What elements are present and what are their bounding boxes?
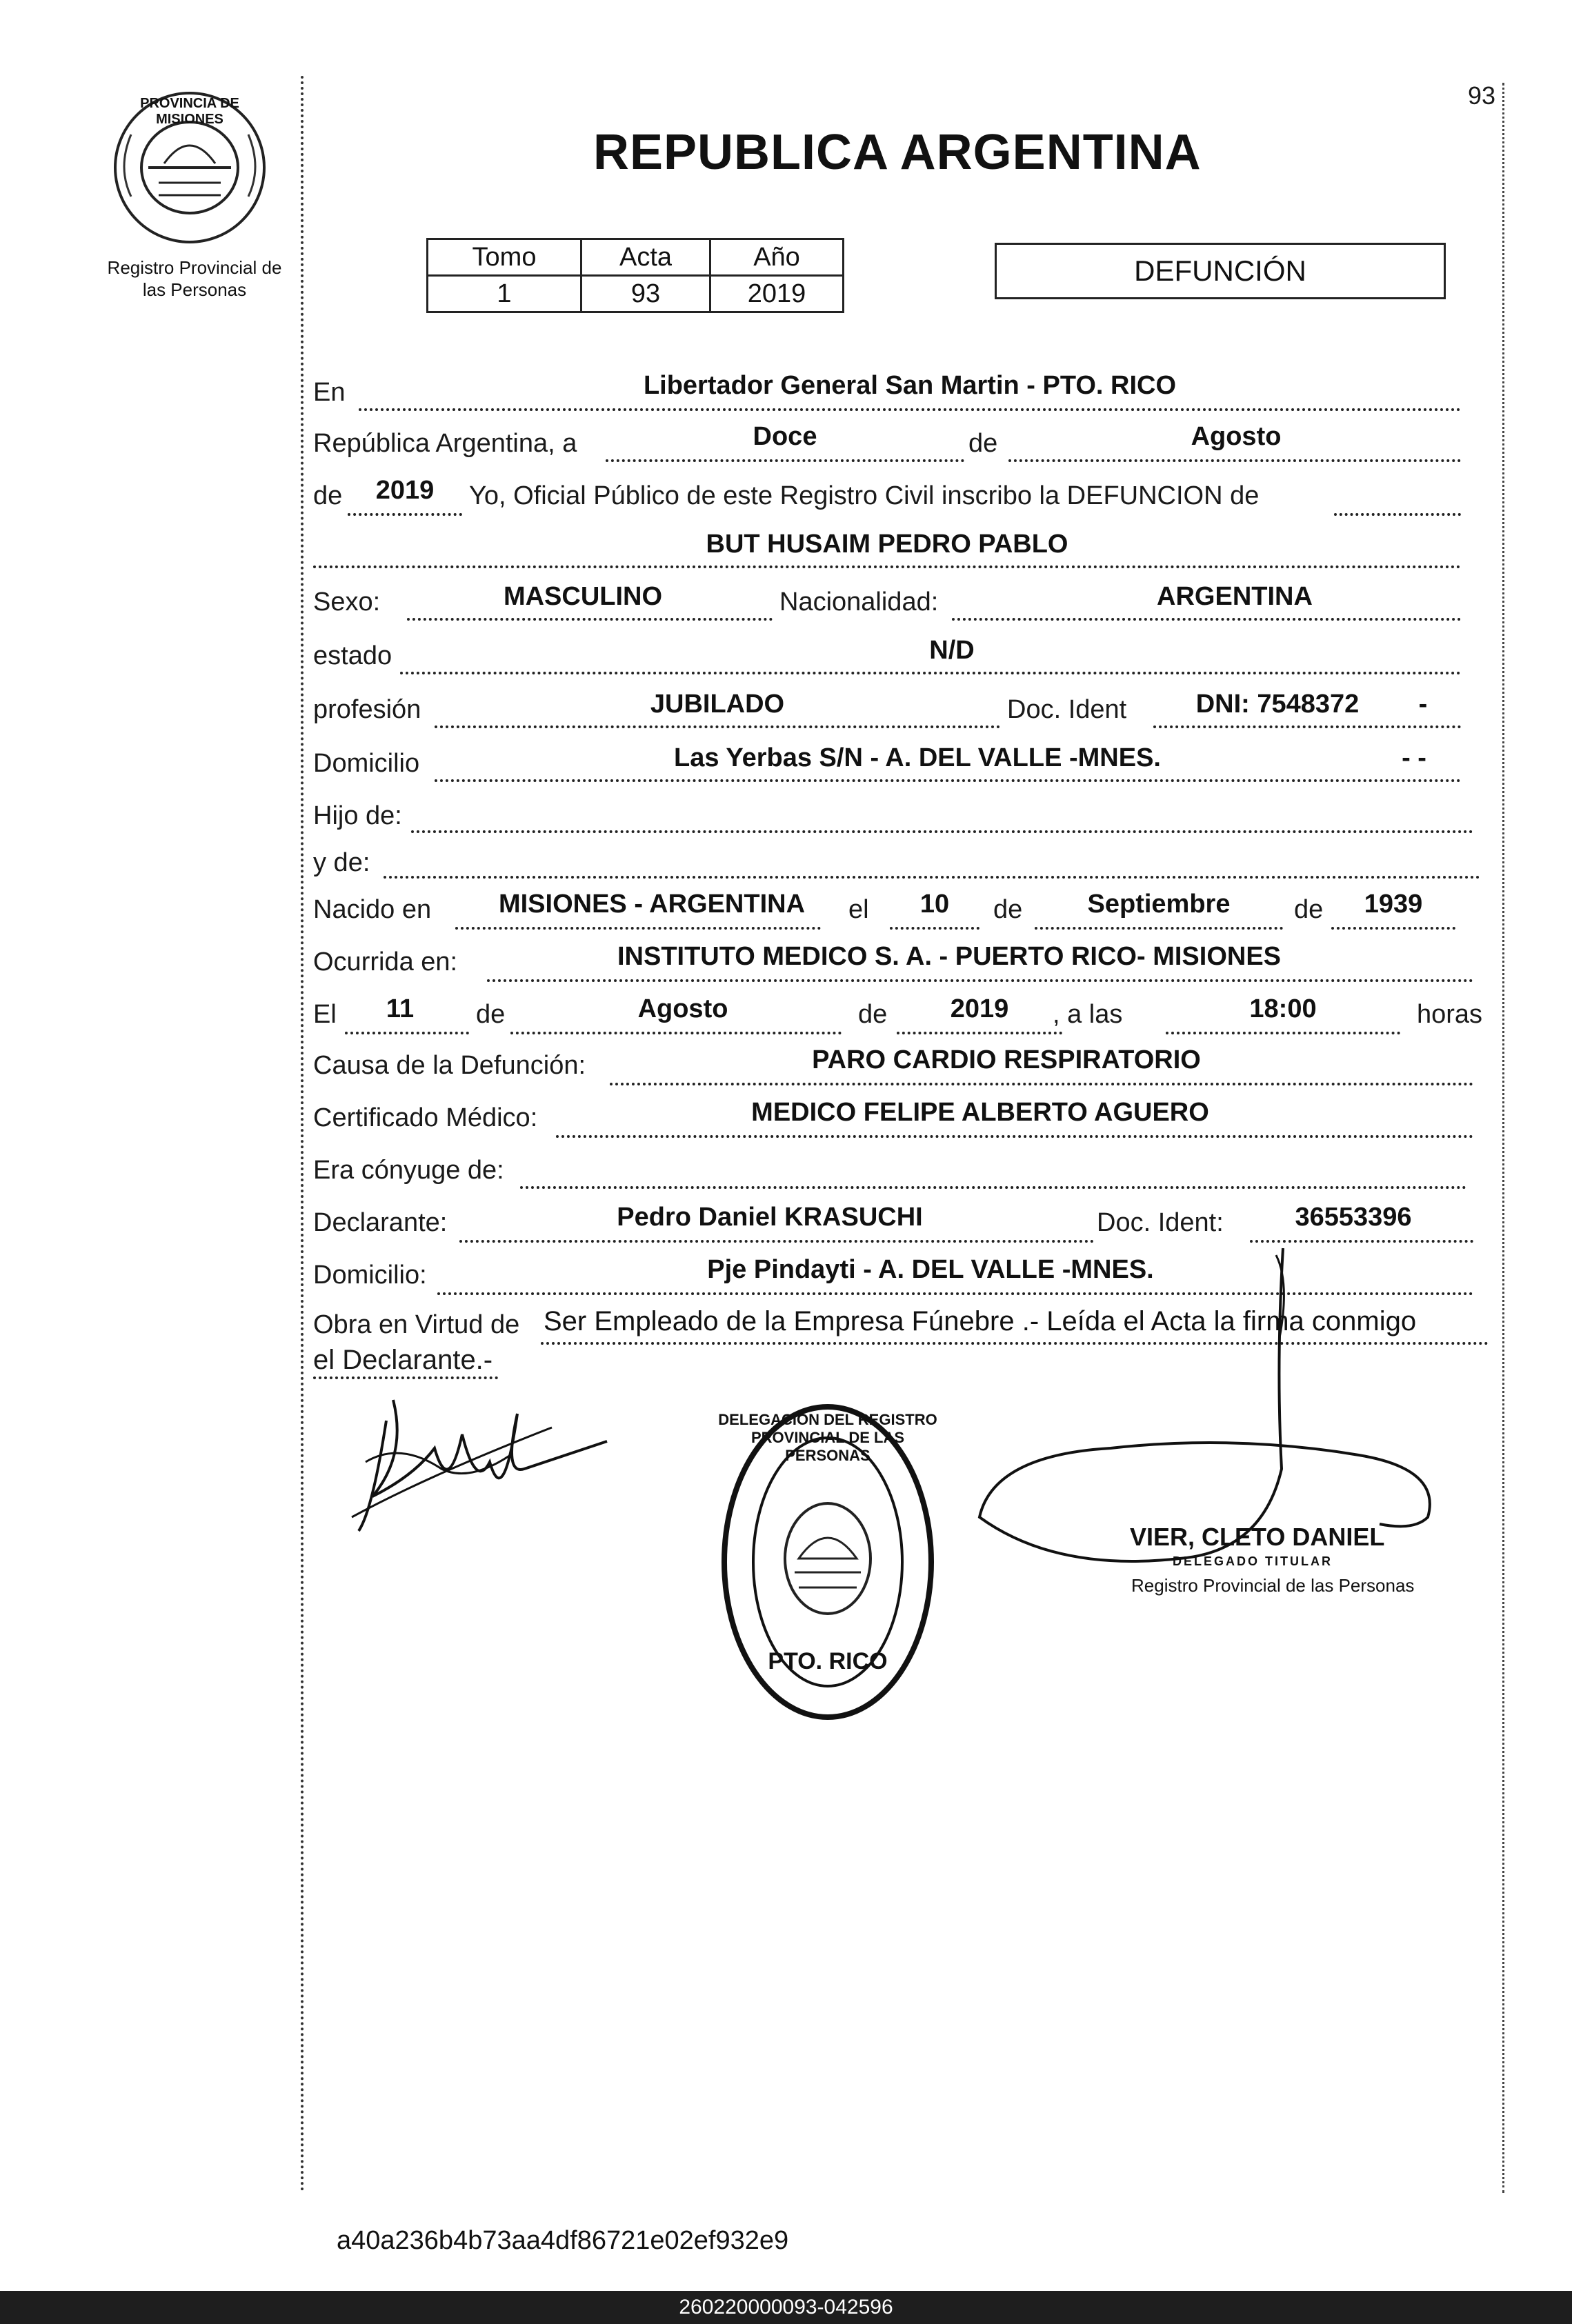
footer-bar xyxy=(0,2291,1572,2324)
left-margin-rule xyxy=(301,76,304,2193)
dotted-line xyxy=(1153,725,1461,728)
field-nacido-mes: Septiembre xyxy=(1087,890,1231,919)
dotted-line xyxy=(435,725,1000,728)
label-nacionalidad: Nacionalidad: xyxy=(779,588,939,617)
domicilio-suffix: - - xyxy=(1402,743,1426,772)
declarant-signature xyxy=(345,1372,621,1552)
label-a-las: , a las xyxy=(1053,1000,1123,1029)
dotted-line xyxy=(407,618,773,621)
doc-ident-suffix: - xyxy=(1418,690,1428,719)
label-de: de xyxy=(968,429,998,458)
dotted-line xyxy=(897,1032,1062,1034)
field-estado: N/D xyxy=(929,636,975,665)
label-de-3: de xyxy=(1294,895,1324,924)
dotted-line xyxy=(520,1186,1466,1189)
dotted-line xyxy=(510,1032,842,1034)
field-causa: PARO CARDIO RESPIRATORIO xyxy=(812,1045,1201,1074)
table-value-anio: 2019 xyxy=(709,274,844,313)
dotted-line xyxy=(890,927,979,930)
registry-round-seal xyxy=(717,1400,938,1724)
dotted-line xyxy=(556,1135,1473,1138)
label-de-4: de xyxy=(476,1000,506,1029)
dotted-line xyxy=(348,513,462,516)
label-el: el xyxy=(848,895,869,924)
dotted-line xyxy=(1035,927,1283,930)
label-yo: Yo, Oficial Público de este Registro Civil inscribo la DEFUNCION de xyxy=(469,481,1260,510)
label-y-de: y de: xyxy=(313,848,370,877)
label-sexo: Sexo: xyxy=(313,588,381,617)
field-obra: Ser Empleado de la Empresa Fúnebre .- Leída el Acta la firma conmigo xyxy=(544,1306,1417,1336)
label-hijo-de: Hijo de: xyxy=(313,801,402,830)
table-value-tomo: 1 xyxy=(426,274,582,313)
official-title: DELEGADO TITULAR xyxy=(1173,1554,1333,1568)
table-value-acta: 93 xyxy=(580,274,711,313)
field-def-dia: 11 xyxy=(386,994,415,1023)
field-lugar: Libertador General San Martin - PTO. RICO xyxy=(643,371,1177,400)
table-header-acta: Acta xyxy=(580,238,711,277)
label-ocurrida-en: Ocurrida en: xyxy=(313,948,458,976)
field-def-anio: 2019 xyxy=(950,994,1009,1023)
barcode-text: 260220000093-042596 xyxy=(679,2296,893,2318)
field-ocurrida-en: INSTITUTO MEDICO S. A. - PUERTO RICO- MISIONES xyxy=(617,942,1282,971)
field-nacido-dia: 10 xyxy=(919,890,950,919)
label-profesion: profesión xyxy=(313,695,421,724)
field-nacionalidad: ARGENTINA xyxy=(1157,582,1313,611)
table-header-anio: Año xyxy=(709,238,844,277)
field-dia: Doce xyxy=(753,422,817,451)
dotted-line xyxy=(952,618,1461,621)
province-seal xyxy=(110,86,269,245)
field-domicilio: Las Yerbas S/N - A. DEL VALLE -MNES. xyxy=(674,743,1161,772)
seal-bottom-text: PTO. RICO xyxy=(768,1648,888,1674)
field-sexo: MASCULINO xyxy=(503,582,663,611)
label-causa: Causa de la Defunción: xyxy=(313,1051,586,1080)
label-nacido-en: Nacido en xyxy=(313,895,432,924)
label-el-cap: El xyxy=(313,1000,337,1029)
label-declarante-close: el Declarante.- xyxy=(313,1345,493,1375)
seal-text: PROVINCIA DE MISIONES xyxy=(140,96,239,127)
field-mes: Agosto xyxy=(1191,422,1282,451)
label-estado: estado xyxy=(313,641,392,670)
official-name: VIER, CLETO DANIEL xyxy=(1130,1523,1385,1551)
field-declarante: Pedro Daniel KRASUCHI xyxy=(617,1203,923,1232)
right-margin-rule xyxy=(1502,83,1504,2193)
seal-top-text: DELEGACION DEL REGISTRO PROVINCIAL DE LAS PERSONAS xyxy=(718,1411,937,1464)
field-declarante-doc: 36553396 xyxy=(1295,1203,1412,1232)
field-nombre: BUT HUSAIM PEDRO PABLO xyxy=(706,530,1068,559)
field-def-mes: Agosto xyxy=(637,994,728,1023)
registry-line-1: Registro Provincial de xyxy=(107,257,282,278)
dotted-line xyxy=(384,876,1480,879)
label-republica: República Argentina, a xyxy=(313,429,577,458)
label-domicilio-2: Domicilio: xyxy=(313,1261,427,1290)
page-title: REPUBLICA ARGENTINA xyxy=(593,125,1202,180)
field-doc-ident: DNI: 7548372 xyxy=(1195,690,1360,719)
field-nacido-anio: 1939 xyxy=(1364,890,1423,919)
dotted-line xyxy=(1166,1032,1400,1034)
dotted-line xyxy=(610,1083,1473,1085)
dotted-line xyxy=(359,408,1461,411)
dotted-line xyxy=(1334,513,1461,516)
label-domicilio: Domicilio xyxy=(313,749,420,778)
page-number: 93 xyxy=(1468,81,1496,110)
document-type-box: DEFUNCIÓN xyxy=(995,243,1446,299)
label-declarante: Declarante: xyxy=(313,1208,448,1237)
field-anio: 2019 xyxy=(375,476,435,505)
label-obra: Obra en Virtud de xyxy=(313,1310,520,1339)
dotted-line xyxy=(455,927,821,930)
label-certificado: Certificado Médico: xyxy=(313,1103,538,1132)
document-hash: a40a236b4b73aa4df86721e02ef932e9 xyxy=(337,2226,789,2255)
label-doc-ident-2: Doc. Ident: xyxy=(1097,1208,1224,1237)
table-header-tomo: Tomo xyxy=(426,238,582,277)
label-de-2: de xyxy=(993,895,1023,924)
dotted-line xyxy=(487,979,1473,982)
label-conyuge: Era cónyuge de: xyxy=(313,1156,504,1185)
dotted-line xyxy=(411,830,1473,833)
registry-caption xyxy=(84,257,305,301)
dotted-line xyxy=(313,565,1461,568)
official-registry: Registro Provincial de las Personas xyxy=(1131,1575,1415,1596)
dotted-line xyxy=(400,672,1461,674)
dotted-line xyxy=(435,779,1461,782)
label-en: En xyxy=(313,378,346,407)
dotted-line xyxy=(345,1032,469,1034)
field-certificado: MEDICO FELIPE ALBERTO AGUERO xyxy=(751,1098,1209,1127)
label-de-anio: de xyxy=(313,481,343,510)
label-horas: horas xyxy=(1417,1000,1483,1029)
field-nacido-lugar: MISIONES - ARGENTINA xyxy=(498,890,806,919)
label-de-5: de xyxy=(858,1000,888,1029)
label-doc-ident: Doc. Ident xyxy=(1007,695,1127,724)
dotted-line xyxy=(1331,927,1455,930)
field-profesion: JUBILADO xyxy=(650,690,785,719)
dotted-line xyxy=(1008,459,1461,462)
dotted-line xyxy=(606,459,964,462)
registry-line-2: las Personas xyxy=(142,279,247,300)
field-declarante-domicilio: Pje Pindayti - A. DEL VALLE -MNES. xyxy=(707,1255,1154,1284)
field-def-hora: 18:00 xyxy=(1249,994,1317,1023)
